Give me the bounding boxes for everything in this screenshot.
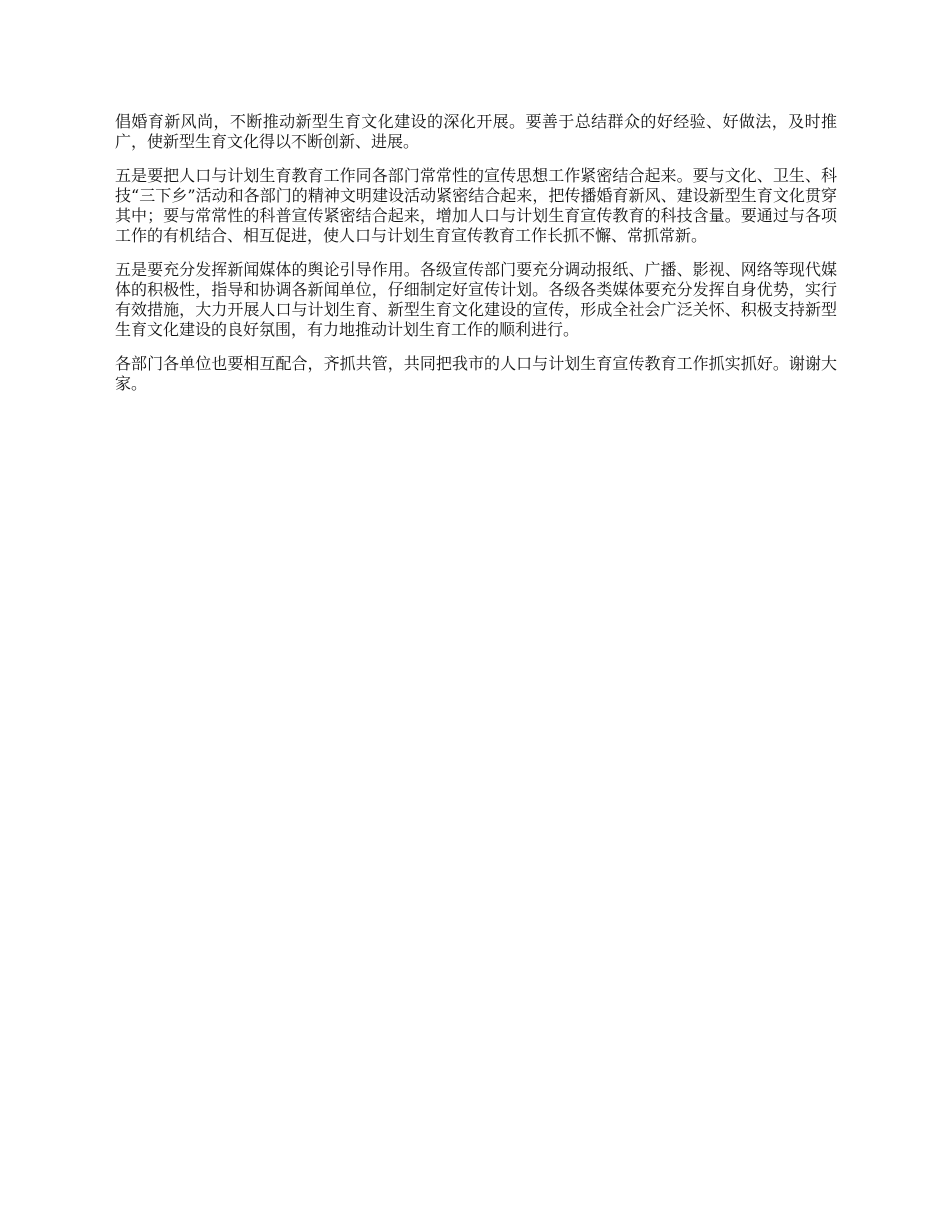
- paragraph-1: 倡婚育新风尚，不断推动新型生育文化建设的深化开展。要善于总结群众的好经验、好做法，及时推广，使新型生育文化得以不断创新、进展。: [115, 112, 837, 151]
- document-body: [115, 112, 837, 408]
- paragraph-4: 各部门各单位也要相互配合，齐抓共管，共同把我市的人口与计划生育宣传教育工作抓实抓好。谢谢大家。: [115, 354, 837, 393]
- paragraph-2: 五是要把人口与计划生育教育工作同各部门常常性的宣传思想工作紧密结合起来。要与文化、卫生、科技“三下乡”活动和各部门的精神文明建设活动紧密结合起来，把传播婚育新风、建设新型生育文化贯穿其中；要与常常性的科普宣传紧密结合起来，增加人口与计划生育宣传教育的科技含量。要通过与各项工作的有机结合、相互促进，使人口与计划生育宣传教育工作长抓不懈、常抓常新。: [115, 166, 837, 245]
- paragraph-3: 五是要充分发挥新闻媒体的舆论引导作用。各级宣传部门要充分调动报纸、广播、影视、网络等现代媒体的积极性，指导和协调各新闻单位，仔细制定好宣传计划。各级各类媒体要充分发挥自身优势，实行有效措施，大力开展人口与计划生育、新型生育文化建设的宣传，形成全社会广泛关怀、积极支持新型生育文化建设的良好氛围，有力地推动计划生育工作的顺利进行。: [115, 260, 837, 339]
